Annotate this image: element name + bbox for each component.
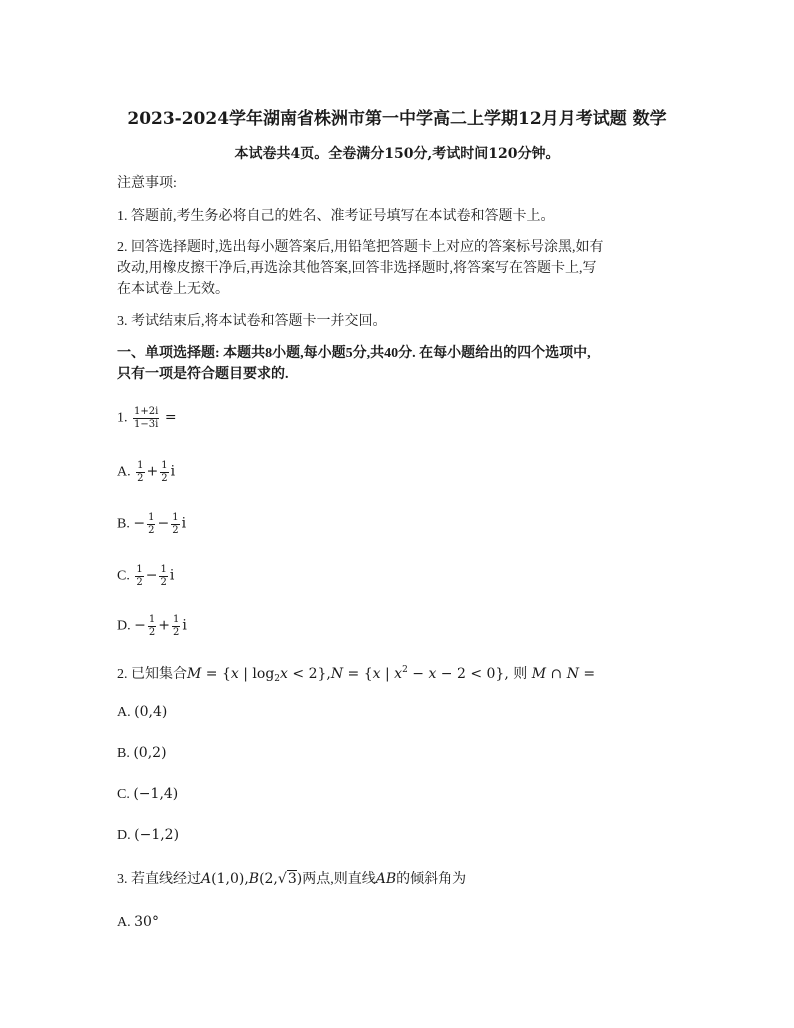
point-b: B xyxy=(248,871,260,887)
fraction-denominator: 2 xyxy=(148,525,155,536)
point-a-coords: (1,0), xyxy=(211,871,249,887)
question-2-option-d xyxy=(117,825,677,846)
fraction xyxy=(171,512,179,537)
set-n: N xyxy=(330,666,344,682)
question-1-option-c xyxy=(117,564,677,589)
math-text: = { xyxy=(201,666,231,682)
equals-sign: = xyxy=(578,666,596,682)
option-sign: − xyxy=(133,515,146,532)
option-label: B. xyxy=(117,746,130,761)
point-a: A xyxy=(201,871,212,887)
document-title: 2023-2024学年湖南省株洲市第一中学高二上学期12月月考试题 数学 xyxy=(127,109,667,129)
imaginary-unit: i xyxy=(169,567,175,584)
option-value: (0,2) xyxy=(133,745,167,761)
question-2-option-c xyxy=(117,784,677,805)
fraction-denominator: 1−3i xyxy=(134,419,159,430)
imaginary-unit: i xyxy=(182,617,187,634)
fraction-denominator: 2 xyxy=(160,577,167,588)
fraction xyxy=(172,614,180,639)
option-label: A. xyxy=(117,915,131,930)
fraction-numerator: 1 xyxy=(160,564,167,575)
option-label: D. xyxy=(117,618,131,634)
question-1-option-b xyxy=(117,512,677,537)
operator: + xyxy=(146,463,159,480)
option-label: C. xyxy=(117,787,130,802)
question-2-option-a xyxy=(117,702,677,723)
fraction xyxy=(147,512,155,537)
fraction-denominator: 2 xyxy=(172,525,179,536)
point-b-coords-end: ) xyxy=(296,871,303,887)
fraction xyxy=(133,406,159,431)
option-label: A. xyxy=(117,705,131,720)
variable-x: x xyxy=(372,666,381,682)
question-3-text: 两点,则直线 xyxy=(302,872,376,887)
intersection-sign: ∩ xyxy=(546,666,567,682)
question-3-option-a xyxy=(117,912,677,933)
section-1-heading-line-2: 只有一项是符合题目要求的. xyxy=(117,367,289,382)
option-value: (−1,4) xyxy=(133,786,179,802)
math-text: − 2 < 0}, 则 xyxy=(436,666,532,682)
notice-heading: 注意事项: xyxy=(117,176,177,191)
fraction-numerator: 1 xyxy=(172,614,180,625)
question-number: 1. xyxy=(117,410,128,426)
question-2 xyxy=(117,660,677,690)
question-3 xyxy=(117,869,677,890)
sqrt-symbol: √ xyxy=(277,871,287,887)
math-text: < 2}, xyxy=(287,666,331,682)
fraction-numerator: 1 xyxy=(172,512,179,523)
fraction-numerator: 1 xyxy=(137,460,144,471)
fraction xyxy=(160,460,168,485)
set-n: N xyxy=(566,666,579,682)
notice-item-3: 3. 考试结束后,将本试卷和答题卡一并交回。 xyxy=(117,314,387,329)
notice-item-1: 1. 答题前,考生务必将自己的姓名、准考证号填写在本试卷和答题卡上。 xyxy=(117,209,555,224)
fraction xyxy=(148,614,156,639)
option-label: B. xyxy=(117,516,130,532)
point-b-coords: (2, xyxy=(259,871,278,887)
question-2-option-b xyxy=(117,743,677,764)
operator: − xyxy=(157,515,170,532)
math-text: | xyxy=(380,666,395,682)
fraction-numerator: 1 xyxy=(148,614,156,625)
notice-item-2-line-2: 改动,用橡皮擦干净后,再选涂其他答案,回答非选择题时,将答案写在答题卡上,写 xyxy=(117,261,597,276)
fraction-denominator: 2 xyxy=(172,627,180,638)
imaginary-unit: i xyxy=(170,463,176,480)
variable-x: x xyxy=(428,666,437,682)
variable-x: x xyxy=(394,666,403,682)
section-1-heading-line-1: 一、单项选择题: 本题共8小题,每小题5分,共40分. 在每小题给出的四个选项中, xyxy=(117,346,591,361)
set-m: M xyxy=(531,666,547,682)
question-1-option-d xyxy=(117,614,677,639)
fraction xyxy=(159,564,167,589)
question-1 xyxy=(117,406,677,431)
option-value: (−1,2) xyxy=(134,827,180,843)
fraction-denominator: 2 xyxy=(161,473,168,484)
log-base: 2 xyxy=(274,674,281,684)
document-subtitle: 本试卷共4页。全卷满分150分,考试时间120分钟。 xyxy=(234,146,560,162)
equals-sign: = xyxy=(164,409,177,426)
math-text: | log xyxy=(238,666,275,682)
set-m: M xyxy=(187,666,202,682)
line-ab: AB xyxy=(375,871,397,887)
fraction-numerator: 1+2i xyxy=(134,406,159,417)
math-text: − xyxy=(407,666,429,682)
question-2-stem: 2. 已知集合 xyxy=(117,667,187,682)
option-label: D. xyxy=(117,828,131,843)
operator: + xyxy=(158,617,170,634)
fraction-denominator: 2 xyxy=(148,627,156,638)
notice-item-2-line-3: 在本试卷上无效。 xyxy=(117,282,229,297)
variable-x: x xyxy=(230,666,239,682)
notice-item-2-line-1: 2. 回答选择题时,选出每小题答案后,用铅笔把答题卡上对应的答案标号涂黑,如有 xyxy=(117,240,604,255)
question-1-option-a xyxy=(117,460,677,485)
option-label: A. xyxy=(117,464,131,480)
option-sign: − xyxy=(134,617,146,634)
fraction-numerator: 1 xyxy=(136,564,143,575)
operator: − xyxy=(145,567,158,584)
option-value: (0,4) xyxy=(134,704,168,720)
imaginary-unit: i xyxy=(181,515,187,532)
fraction xyxy=(135,564,143,589)
fraction-numerator: 1 xyxy=(148,512,155,523)
variable-x: x xyxy=(280,666,288,682)
exponent: 2 xyxy=(402,665,408,675)
fraction-numerator: 1 xyxy=(161,460,168,471)
fraction-denominator: 2 xyxy=(137,473,144,484)
sqrt-radicand: 3 xyxy=(287,871,297,887)
fraction xyxy=(136,460,144,485)
fraction-denominator: 2 xyxy=(136,577,143,588)
math-text: = { xyxy=(343,666,373,682)
question-3-text-end: 的倾斜角为 xyxy=(396,872,467,887)
option-value: 30° xyxy=(134,914,159,930)
question-3-stem: 3. 若直线经过 xyxy=(117,872,201,887)
option-label: C. xyxy=(117,568,130,584)
